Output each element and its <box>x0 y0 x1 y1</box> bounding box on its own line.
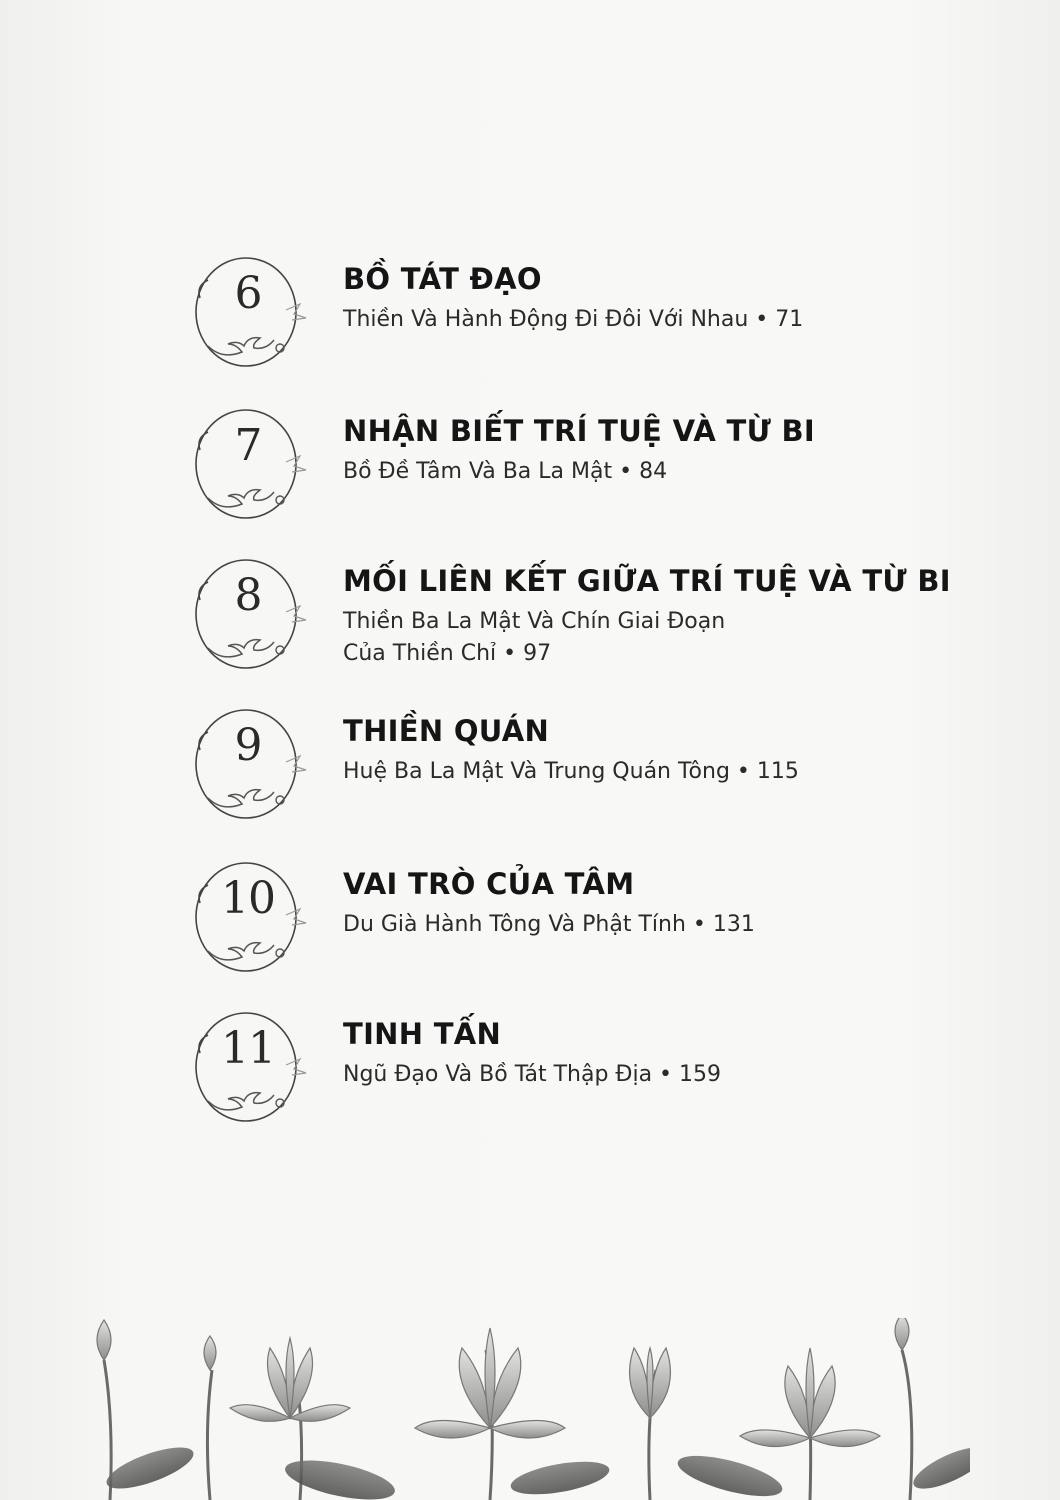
chapter-number: 8 <box>234 570 262 621</box>
toc-entry-10[interactable] <box>188 855 988 975</box>
chapter-badge <box>188 402 308 522</box>
chapter-badge <box>188 1005 308 1125</box>
chapter-subtitle: Huệ Ba La Mật Và Trung Quán Tông • 115 <box>343 759 799 784</box>
chapter-title: THIỀN QUÁN <box>343 714 550 748</box>
chapter-subtitle: Bồ Đề Tâm Và Ba La Mật • 84 <box>343 459 668 484</box>
chapter-title: TINH TẤN <box>343 1017 502 1051</box>
chapter-badge <box>188 702 308 822</box>
lotus-flowers-illustration <box>90 1318 970 1500</box>
chapter-number: 11 <box>221 1023 275 1074</box>
toc-entry-6[interactable] <box>188 250 988 370</box>
chapter-number: 10 <box>221 873 275 924</box>
chapter-badge <box>188 552 308 672</box>
entry-text <box>343 414 983 488</box>
chapter-subtitle: Ngũ Đạo Và Bồ Tát Thập Địa • 159 <box>343 1062 722 1087</box>
entry-text <box>343 714 983 788</box>
chapter-title: MỐI LIÊN KẾT GIỮA TRÍ TUỆ VÀ TỪ BI <box>343 564 951 598</box>
toc-entry-7[interactable] <box>188 402 988 522</box>
entry-text <box>343 1017 983 1091</box>
chapter-subtitle-line: Thiền Ba La Mật Và Chín Giai Đoạn <box>343 609 726 634</box>
entry-text <box>343 262 983 336</box>
chapter-title: NHẬN BIẾT TRÍ TUỆ VÀ TỪ BI <box>343 414 815 448</box>
toc-entry-8[interactable] <box>188 552 988 672</box>
entry-text <box>343 564 983 670</box>
chapter-badge <box>188 855 308 975</box>
chapter-subtitle: Thiền Và Hành Động Đi Đôi Với Nhau • 71 <box>343 307 804 332</box>
chapter-subtitle <box>343 606 983 670</box>
chapter-subtitle-line: Của Thiền Chỉ • 97 <box>343 641 552 666</box>
entry-text <box>343 867 983 941</box>
chapter-number: 9 <box>234 720 262 771</box>
chapter-title: VAI TRÒ CỦA TÂM <box>343 867 635 901</box>
chapter-number: 7 <box>234 420 262 471</box>
chapter-number: 6 <box>234 268 262 319</box>
chapter-subtitle: Du Già Hành Tông Và Phật Tính • 131 <box>343 912 755 937</box>
chapter-title: BỒ TÁT ĐẠO <box>343 262 542 296</box>
toc-entry-9[interactable] <box>188 702 988 822</box>
toc-entry-11[interactable] <box>188 1005 988 1125</box>
chapter-badge <box>188 250 308 370</box>
